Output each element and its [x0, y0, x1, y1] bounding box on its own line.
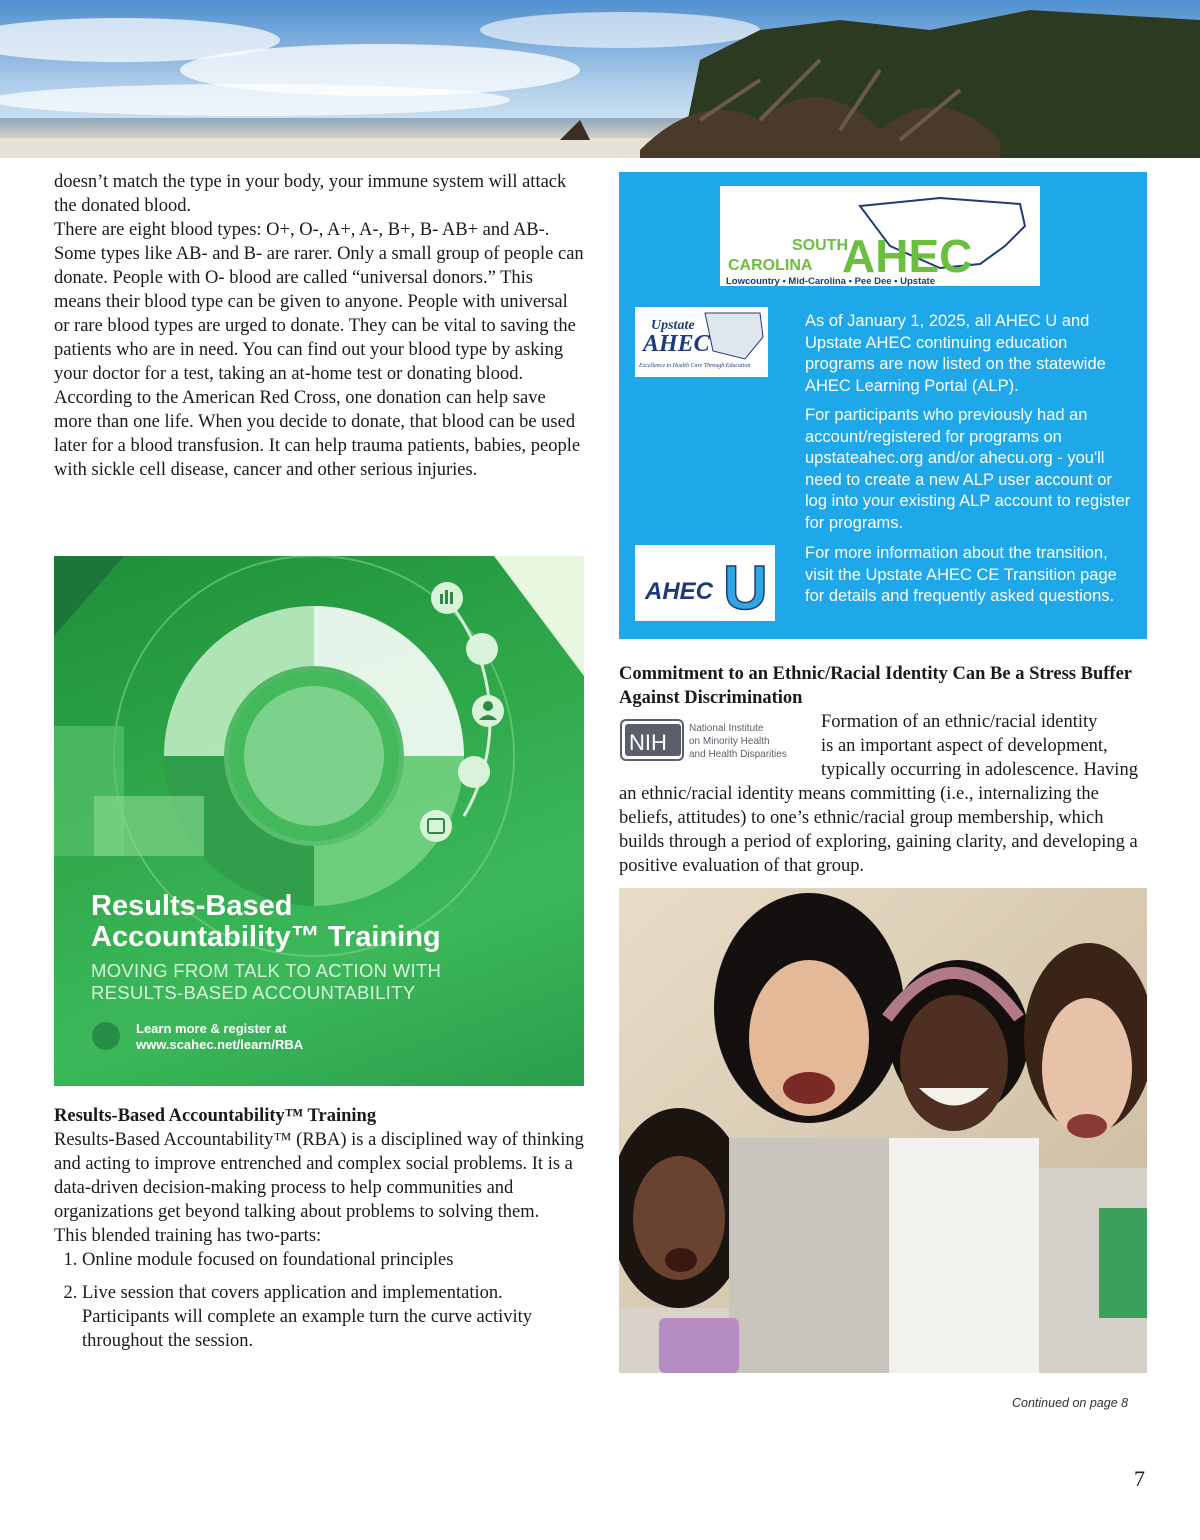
upstate-ahec-logo [635, 307, 768, 377]
rba-poster-cta [136, 1021, 303, 1053]
subtitle-line: MOVING FROM TALK TO ACTION WITH [91, 960, 442, 981]
ahecu-logo-letter: U [723, 554, 768, 621]
ahec-text: For participants who previously had an account/registered for programs on upstateahec.org and/or ahecu.org - you'll need to create a new ALP user account or log into your existing ALP account to register for programs. [805, 406, 1131, 532]
ahec-announcement-box [619, 172, 1147, 639]
rba-poster-graphic [54, 556, 584, 1086]
upstate-logo-word: Upstate [651, 318, 695, 333]
upstate-logo-tagline: Excellence in Health Care Through Education [639, 363, 751, 369]
list-item: 2. Live session that covers application and implementation. Participants will complete an example turn the curve activity throughout the session. [82, 1281, 584, 1353]
sc-logo-line: SOUTH [792, 237, 848, 254]
training-parts-list [54, 1248, 584, 1353]
ethnic-identity-article [619, 662, 1147, 710]
ethnic-article-body [619, 782, 1147, 878]
south-carolina-ahec-logo [720, 186, 1040, 286]
nih-logo-line: and Health Disparities [689, 749, 787, 760]
subtitle-line: RESULTS-BASED ACCOUNTABILITY [91, 982, 416, 1003]
list-item: 1. Online module focused on foundational principles [82, 1248, 584, 1272]
continued-note: Continued on page 8 [1012, 1396, 1129, 1410]
paragraph: According to the American Red Cross, one donation can help save more than one life. When you decide to donate, that blood can be used later for a blood transfusion. It can help trauma patients, babies, people with sickle cell disease, cancer and other serious injuries. [54, 388, 581, 480]
paragraph: Results-Based Accountability™ (RBA) is a disciplined way of thinking and acting to improve entrenched and complex social problems. It is a data-driven decision-making process to help communities and organizations get beyond talking about problems to solving them. [54, 1130, 584, 1222]
article-heading: Results-Based Accountability™ Training [54, 1106, 377, 1126]
nih-logo-line: on Minority Health [689, 736, 770, 747]
page-number: 7 [1134, 1466, 1145, 1491]
intro-line: is an important aspect of development, [821, 736, 1108, 756]
sc-logo-regions: Lowcountry • Mid-Carolina • Pee Dee • Upstate [726, 276, 935, 286]
rba-poster [54, 556, 584, 1086]
sc-logo-big: AHEC [842, 230, 973, 282]
paragraph: doesn’t match the type in your body, your immune system will attack the donated blood. [54, 172, 567, 216]
rba-poster-subtitle [91, 960, 561, 1004]
rba-article [54, 1104, 584, 1362]
intro-line: Formation of an ethnic/racial identity [821, 712, 1098, 732]
ahec-u-logo [635, 545, 775, 621]
intro-line: typically occurring in adolescence. Having [821, 760, 1138, 780]
article-heading: Commitment to an Ethnic/Racial Identity Can Be a Stress Buffer Against Discrimination [619, 664, 1132, 708]
ahecu-logo-word: AHEC [645, 578, 714, 605]
paragraph: There are eight blood types: O+, O-, A+, A-, B+, B- AB+ and AB-. Some types like AB- and B- are rarer. Only a small group of people can donate. People with O- blood are called “universal donors.” This means their blood type can be given to anyone. People with universal or rare blood types are urged to donate. They can be vital to saving the patients who are in need. You can find out your blood type by asking your doctor for a test, taking an at-home test or donating blood. [54, 220, 584, 384]
upstate-logo-word: AHEC [643, 331, 710, 357]
rba-poster-title [91, 891, 441, 953]
ethnic-article-intro [821, 710, 1151, 782]
cta-link[interactable]: www.scahec.net/learn/RBA [136, 1037, 304, 1052]
paragraph: This blended training has two-parts: [54, 1226, 322, 1246]
header-banner-image [0, 0, 1200, 158]
title-line: Accountability™ Training [91, 921, 441, 953]
ahec-text: For more information about the transition, visit the Upstate AHEC CE Transition page for details and frequently asked questions. [805, 544, 1117, 605]
sc-logo-line: CAROLINA [728, 257, 813, 274]
teens-laughing-photo [619, 888, 1147, 1373]
nih-logo-mark: NIH [629, 730, 667, 755]
title-line: Results-Based [91, 890, 293, 922]
paragraph: an ethnic/racial identity means committing (i.e., internalizing the beliefs, attitudes) to one’s ethnic/racial group membership, which builds through a period of exploring, gaining clarity, and developing a positive evaluation of that group. [619, 784, 1138, 876]
ahec-text: As of January 1, 2025, all AHEC U and Upstate AHEC continuing education programs are now listed on the statewide AHEC Learning Portal (ALP). [805, 312, 1106, 395]
nih-logo-line: National Institute [689, 723, 764, 734]
cta-line: Learn more & register at [136, 1021, 287, 1036]
nimhd-logo [619, 716, 805, 764]
blood-donation-text [54, 170, 584, 482]
